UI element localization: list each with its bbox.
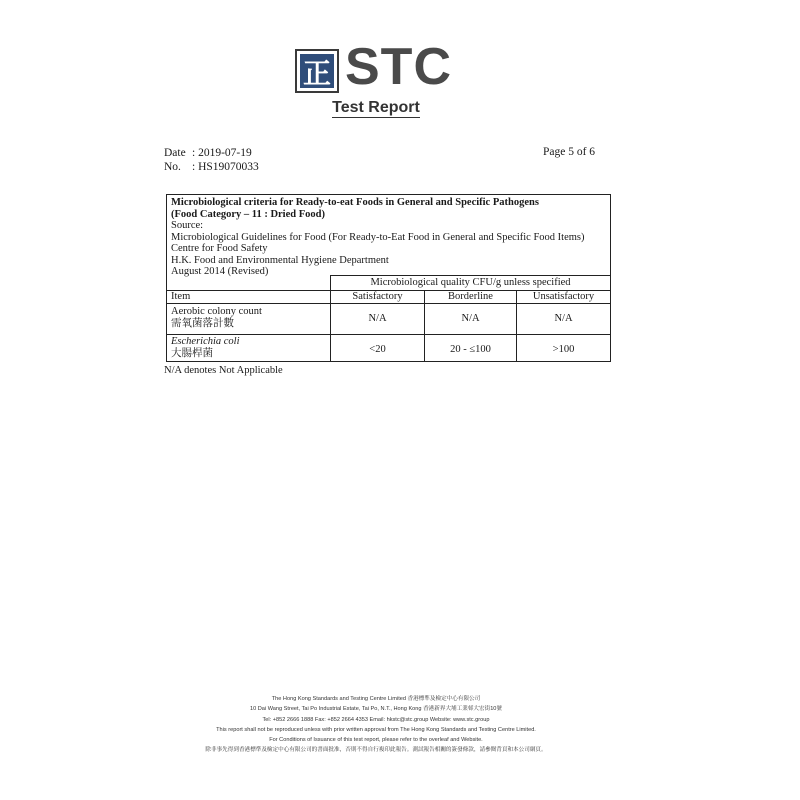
report-no-value: : HS19070033 bbox=[192, 161, 259, 173]
report-title: Test Report bbox=[332, 99, 420, 116]
item-name-zh: 需氧菌落計數 bbox=[171, 318, 234, 329]
table-rule bbox=[167, 303, 610, 304]
quality-header: Microbiological quality CFU/g unless specified bbox=[370, 277, 571, 288]
value-unsatisfactory: >100 bbox=[552, 344, 575, 355]
stc-logo-mark-icon bbox=[295, 49, 339, 93]
date-value: : 2019-07-19 bbox=[192, 147, 252, 159]
col-borderline: Borderline bbox=[448, 291, 493, 302]
col-unsatisfactory: Unsatisfactory bbox=[532, 291, 595, 302]
footer-line: The Hong Kong Standards and Testing Centre Limited 香港標準及檢定中心有限公司 bbox=[271, 696, 481, 702]
item-name: Escherichia coli bbox=[171, 336, 240, 347]
value-satisfactory: N/A bbox=[368, 313, 387, 324]
value-borderline: 20 - ≤100 bbox=[450, 344, 491, 355]
table-title: Microbiological criteria for Ready-to-eat Foods in General and Specific Pathogens bbox=[171, 197, 539, 208]
source-line: Microbiological Guidelines for Food (For Ready-to-Eat Food in General and Specific Food Items) bbox=[171, 231, 585, 243]
footer-line: Tel: +852 2666 1888 Fax: +852 2664 4353 Email: hkstc@stc.group Website: www.stc.group bbox=[262, 716, 490, 723]
source-line: Centre for Food Safety bbox=[171, 243, 268, 254]
value-satisfactory: <20 bbox=[369, 344, 386, 355]
col-satisfactory: Satisfactory bbox=[352, 291, 403, 302]
source-line: Source: bbox=[171, 220, 204, 231]
footer-line: This report shall not be reproduced unless with prior written approval from The Hong Kong Standards and Testing Centre Limited. bbox=[216, 726, 536, 733]
table-category: (Food Category – 11 : Dried Food) bbox=[171, 208, 325, 220]
date-label: Date bbox=[164, 147, 186, 159]
table-header-block bbox=[171, 197, 607, 278]
table-row bbox=[171, 336, 240, 360]
stc-logo bbox=[295, 38, 465, 96]
company-footer bbox=[0, 694, 752, 756]
footer-line: 除非事先得到香港標準及檢定中心有限公司的書面批准，否則不得自行複印此報告。測試報告相關的簽發條款，請參閱背頁和本公司網頁。 bbox=[205, 747, 547, 754]
item-name-zh: 大腸桿菌 bbox=[171, 348, 213, 359]
item-header: Item bbox=[171, 291, 191, 302]
page-number: Page 5 of 6 bbox=[543, 146, 596, 158]
value-borderline: N/A bbox=[461, 313, 480, 324]
source-line: H.K. Food and Environmental Hygiene Department bbox=[171, 254, 389, 266]
item-name: Aerobic colony count bbox=[171, 306, 262, 317]
table-rule bbox=[331, 275, 610, 276]
logo-text: STC bbox=[345, 38, 452, 96]
report-no-label: No. bbox=[164, 161, 181, 173]
footer-line: For Conditions of Issuance of this test report, please refer to the overleaf and Website. bbox=[269, 737, 483, 744]
criteria-table bbox=[166, 194, 611, 362]
logo-mark-glyph: 正 bbox=[302, 57, 332, 90]
value-unsatisfactory: N/A bbox=[554, 313, 573, 324]
source-line: August 2014 (Revised) bbox=[171, 266, 269, 277]
footer-line: 10 Dai Wang Street, Tai Po Industrial Estate, Tai Po, N.T., Hong Kong 香港新界大埔工業邨大宏街10號 bbox=[249, 706, 503, 713]
footnote: N/A denotes Not Applicable bbox=[164, 365, 283, 376]
report-meta bbox=[164, 146, 259, 174]
table-rule bbox=[167, 334, 610, 335]
table-row bbox=[171, 306, 262, 330]
